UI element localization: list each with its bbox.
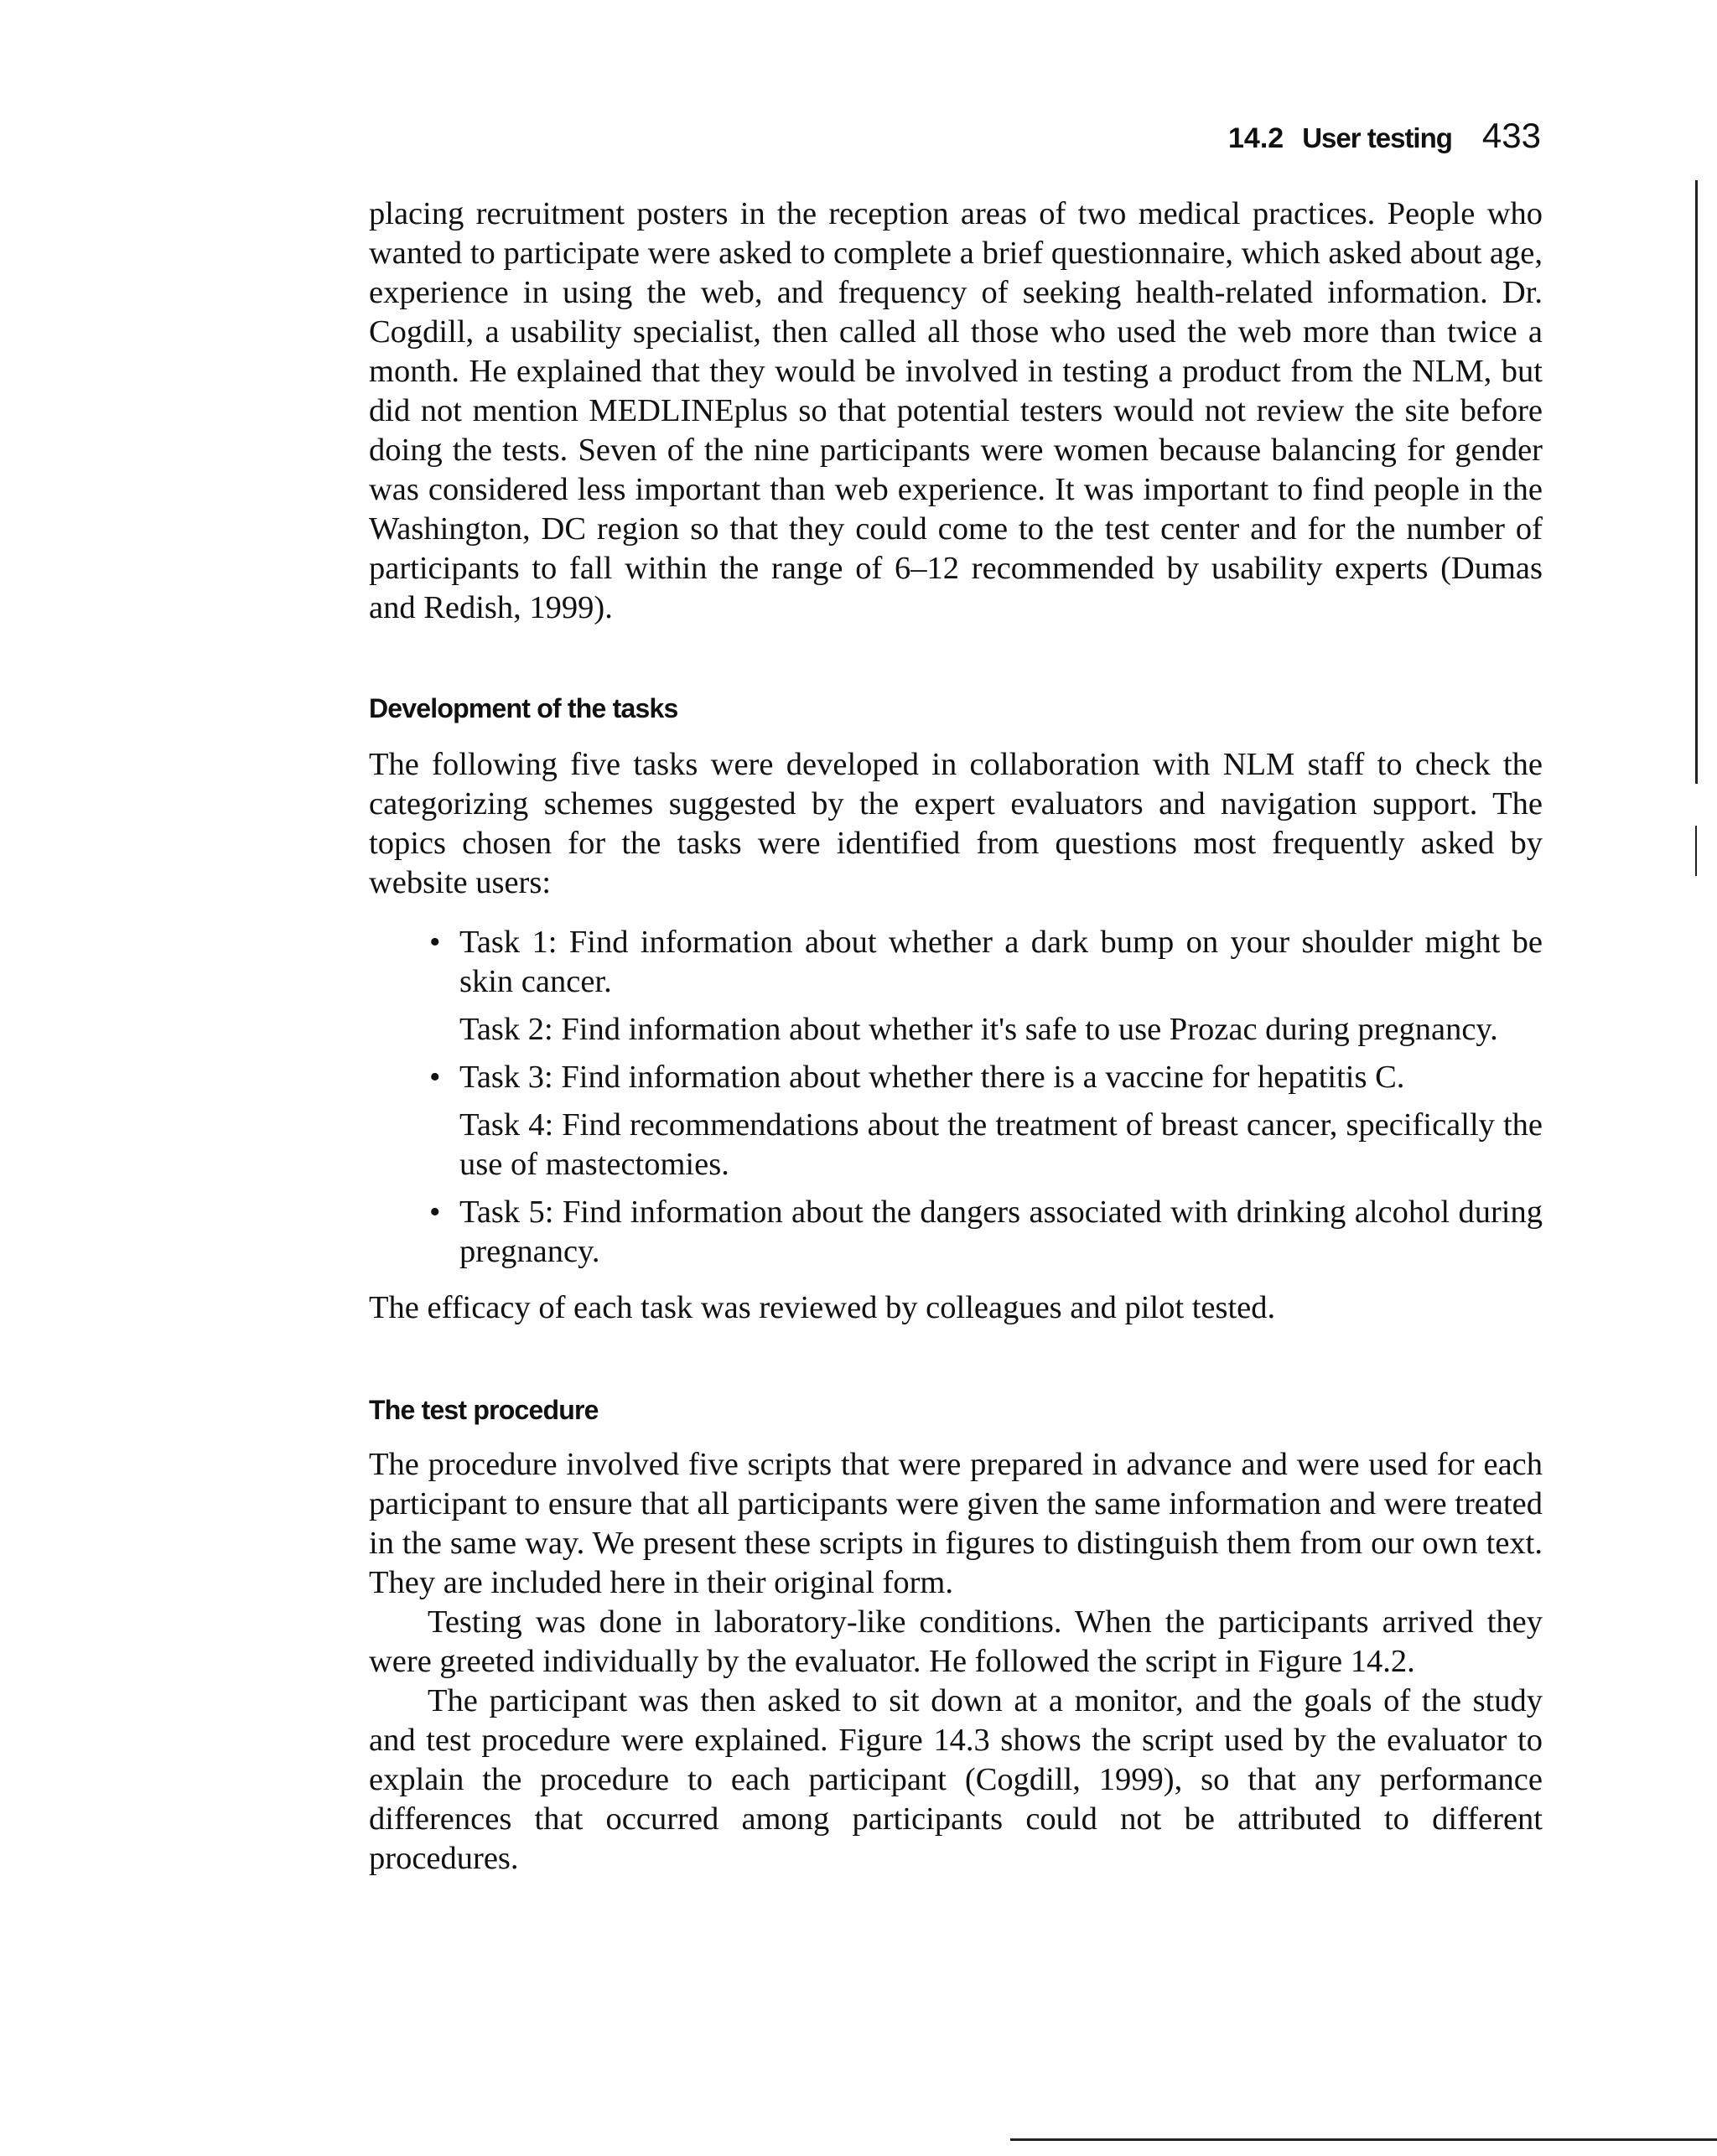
heading-test-procedure: The test procedure: [369, 1395, 599, 1425]
section-title: User testing: [1302, 122, 1452, 153]
task-item-4: Task 4: Find recommendations about the treatment of breast cancer, specifically the use of mastectomies.: [459, 1107, 1543, 1182]
running-head: [1228, 116, 1541, 156]
scan-margin-mark: [1695, 826, 1697, 876]
task-list: [369, 923, 1543, 1272]
paragraph-testing-conditions: Testing was done in laboratory-like conditions. When the participants arrived they were greeted individually by the evaluator. He followed the script in Figure 14.2.: [369, 1604, 1543, 1679]
task-item-5: • Task 5: Find information about the dangers associated with drinking alcohol during pregnancy.: [459, 1193, 1543, 1272]
scan-bottom-rule: [1010, 2138, 1717, 2141]
heading-development-of-tasks: Development of the tasks: [369, 693, 678, 723]
paragraph-participant-procedure: The participant was then asked to sit down at a monitor, and the goals of the study and test procedure were explained. Figure 14.3 shows the script used by the evaluator to explain the procedure to each participant (Cogdill, 1999), so that any performance differences that occurred among participants could not be attributed to different procedures.: [369, 1683, 1543, 1876]
paragraph-recruitment: placing recruitment posters in the reception areas of two medical practices. People who wanted to participate were asked to complete a brief questionnaire, which asked about age, experience in using the web, and frequency of seeking health-related information. Dr. Cogdill, a usability specialist, then called all those who used the web more than twice a month. He explained that they would be involved in testing a product from the NLM, but did not mention MEDLINEplus so that potential testers would not review the site before doing the tests. Seven of the nine participants were women because balancing for gender was considered less important than web experience. It was important to find people in the Washington, DC region so that they could come to the test center and for the number of participants to fall within the range of 6–12 recommended by usability experts (Dumas and Redish, 1999).: [369, 196, 1543, 625]
page-number: 433: [1481, 116, 1541, 155]
paragraph-efficacy: The efficacy of each task was reviewed by colleagues and pilot tested.: [369, 1290, 1276, 1325]
task-item-2: Task 2: Find information about whether it's safe to use Prozac during pregnancy.: [459, 1012, 1498, 1047]
task-item-1: • Task 1: Find information about whether a dark bump on your shoulder might be skin cancer.: [459, 923, 1543, 1002]
section-number: 14.2: [1228, 122, 1284, 154]
paragraph-task-development: The following five tasks were developed in collaboration with NLM staff to check the categorizing schemes suggested by the expert evaluators and navigation support. The topics chosen for the tasks were identified from questions most frequently asked by website users:: [369, 747, 1543, 900]
page-body: [369, 194, 1543, 1879]
task-item-3: • Task 3: Find information about whether there is a vaccine for hepatitis C.: [459, 1058, 1543, 1097]
paragraph-procedure-scripts: The procedure involved five scripts that were prepared in advance and were used for each participant to ensure that all participants were given the same information and were treated in the same way. We present these scripts in figures to distinguish them from our own text. They are included here in their original form.: [369, 1447, 1543, 1600]
scan-margin-line: [1695, 180, 1698, 784]
